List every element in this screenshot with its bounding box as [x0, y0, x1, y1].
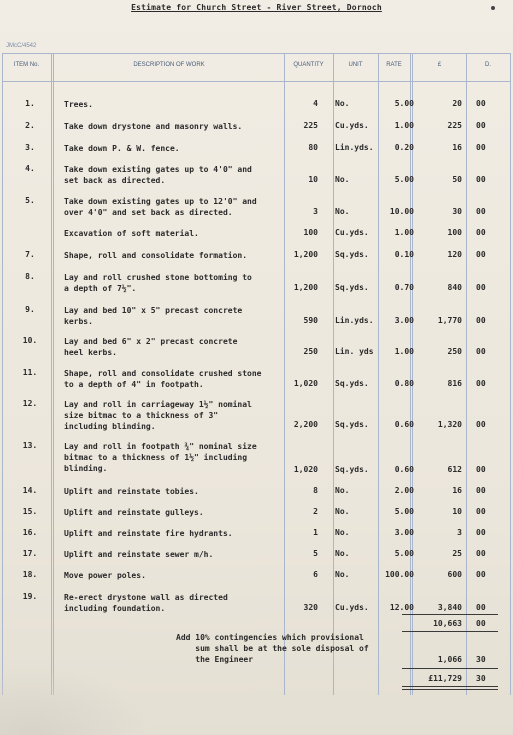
work-description: Excavation of soft material.: [64, 229, 199, 238]
item-number: 15.: [22, 507, 38, 516]
rate-value: 0.60: [394, 465, 414, 474]
rate-value: 0.70: [394, 283, 414, 292]
subtotal-underline: [402, 631, 498, 632]
total-underline-2: [402, 689, 498, 690]
contingency-pence: 30: [476, 655, 486, 664]
item-number: 1.: [25, 99, 35, 108]
pounds-value: 816: [447, 379, 462, 388]
work-description: Trees.: [64, 100, 93, 109]
quantity-value: 10: [308, 175, 318, 184]
quantity-value: 80: [308, 143, 318, 152]
work-description: Take down existing gates up to 12'0" and over 4'0" and set back as directed.: [64, 197, 257, 217]
item-number: 7.: [25, 250, 35, 259]
contingency-pounds: 1,066: [437, 655, 462, 664]
pence-value: 00: [476, 570, 486, 579]
item-number: 8.: [25, 272, 35, 281]
work-description: Uplift and reinstate tobies.: [64, 487, 199, 496]
column-divider-pounds: [466, 53, 467, 695]
header-pounds: £: [437, 62, 442, 68]
header-quantity: QUANTITY: [293, 62, 324, 68]
table-top-border: [2, 53, 511, 54]
total-pence: 30: [476, 674, 486, 683]
pence-value: 00: [476, 379, 486, 388]
quantity-value: 320: [303, 603, 318, 612]
rate-value: 0.10: [394, 250, 414, 259]
pence-value: 00: [476, 283, 486, 292]
header-rate: RATE: [386, 62, 402, 68]
pence-value: 00: [476, 228, 486, 237]
item-number: 2.: [25, 121, 35, 130]
column-divider-quantity: [333, 53, 334, 695]
quantity-value: 1,200: [293, 250, 318, 259]
pounds-value: 840: [447, 283, 462, 292]
pounds-value: 16: [452, 143, 462, 152]
quantity-value: 4: [313, 99, 318, 108]
work-description: Uplift and reinstate gulleys.: [64, 508, 204, 517]
subtotal-pounds: 10,663: [433, 619, 462, 628]
unit-value: No.: [335, 507, 350, 516]
pounds-value: 1,320: [437, 420, 462, 429]
rate-value: 5.00: [394, 99, 414, 108]
item-number: 18.: [22, 570, 38, 579]
unit-value: No.: [335, 99, 350, 108]
pounds-value: 16: [452, 486, 462, 495]
pounds-value: 225: [447, 121, 462, 130]
work-description: Lay and roll in footpath ¾" nominal size bitmac to a thickness of 1½" including blinding.: [64, 442, 257, 473]
work-description: Shape, roll and consolidate formation.: [64, 251, 248, 260]
item-number: 5.: [25, 196, 35, 205]
item-number: 10.: [22, 336, 38, 345]
contingency-note: Add 10% contingencies which provisional sum shall be at the sole disposal of the Engineer: [176, 633, 369, 664]
work-description: Take down P. & W. fence.: [64, 144, 180, 153]
quantity-value: 2,200: [293, 420, 318, 429]
pence-value: 00: [476, 316, 486, 325]
unit-value: No.: [335, 486, 350, 495]
header-pence: D.: [485, 62, 491, 68]
item-number: 19.: [22, 592, 38, 601]
pounds-value: 120: [447, 250, 462, 259]
rate-value: 0.80: [394, 379, 414, 388]
rate-value: 3.00: [394, 316, 414, 325]
column-divider-item: [51, 53, 54, 695]
quantity-value: 1,020: [293, 379, 318, 388]
quantity-value: 100: [303, 228, 318, 237]
item-number: 13.: [22, 441, 38, 450]
pence-value: 00: [476, 549, 486, 558]
item-number: 9.: [25, 305, 35, 314]
table-left-border: [2, 53, 3, 695]
item-number: 12.: [22, 399, 38, 408]
pounds-value: 10: [452, 507, 462, 516]
quantity-value: 3: [313, 207, 318, 216]
pence-value: 00: [476, 486, 486, 495]
work-description: Move power poles.: [64, 571, 146, 580]
work-description: Lay and bed 10" x 5" precast concrete kerbs.: [64, 306, 243, 326]
work-description: Re-erect drystone wall as directed including foundation.: [64, 593, 228, 613]
unit-value: Cu.yds.: [335, 603, 369, 612]
subtotal-rule: [402, 614, 498, 615]
unit-value: Sq.yds.: [335, 379, 369, 388]
rate-value: 1.00: [394, 121, 414, 130]
quantity-value: 8: [313, 486, 318, 495]
pounds-value: 100: [447, 228, 462, 237]
unit-value: Sq.yds.: [335, 420, 369, 429]
rate-value: 12.00: [389, 603, 414, 612]
unit-value: Cu.yds.: [335, 228, 369, 237]
work-description: Shape, roll and consolidate crushed stone to a depth of 4" in footpath.: [64, 369, 262, 389]
work-description: Take down existing gates up to 4'0" and set back as directed.: [64, 165, 252, 185]
quantity-value: 590: [303, 316, 318, 325]
rate-value: 1.00: [394, 347, 414, 356]
rate-value: 5.00: [394, 507, 414, 516]
pounds-value: 20: [452, 99, 462, 108]
header-item-no: ITEM No.: [13, 62, 40, 68]
pounds-value: 1,770: [437, 316, 462, 325]
unit-value: Cu.yds.: [335, 121, 369, 130]
total-pounds: £11,729: [428, 674, 462, 683]
work-description: Lay and roll in carriageway 1½" nominal size bitmac to a thickness of 3" including blinding.: [64, 400, 252, 431]
rate-value: 3.00: [394, 528, 414, 537]
item-number: 3.: [25, 143, 35, 152]
unit-value: Sq.yds.: [335, 283, 369, 292]
quantity-value: 225: [303, 121, 318, 130]
pence-value: 00: [476, 465, 486, 474]
header-bottom-border: [2, 81, 511, 82]
quantity-value: 1,020: [293, 465, 318, 474]
rate-value: 100.00: [385, 570, 414, 579]
item-number: 17.: [22, 549, 38, 558]
unit-value: No.: [335, 207, 350, 216]
paper-fold-shadow: [0, 665, 150, 735]
header-unit: UNIT: [348, 62, 363, 68]
work-description: Lay and roll crushed stone bottoming to a depth of 7½".: [64, 273, 252, 293]
pence-value: 00: [476, 143, 486, 152]
pounds-value: 250: [447, 347, 462, 356]
total-underline-1: [402, 686, 498, 687]
quantity-value: 5: [313, 549, 318, 558]
pounds-value: 3: [457, 528, 462, 537]
pounds-value: 50: [452, 175, 462, 184]
subtotal-pence: 00: [476, 619, 486, 628]
item-number: 14.: [22, 486, 38, 495]
document-title: Estimate for Church Street - River Street, Dornoch: [131, 3, 382, 12]
quantity-value: 250: [303, 347, 318, 356]
pence-value: 00: [476, 250, 486, 259]
pence-value: 00: [476, 99, 486, 108]
column-divider-description: [284, 53, 285, 695]
quantity-value: 2: [313, 507, 318, 516]
rate-value: 2.00: [394, 486, 414, 495]
pounds-value: 612: [447, 465, 462, 474]
work-description: Lay and bed 6" x 2" precast concrete heel kerbs.: [64, 337, 238, 357]
unit-value: Sq.yds.: [335, 250, 369, 259]
pounds-value: 25: [452, 549, 462, 558]
pence-value: 00: [476, 207, 486, 216]
unit-value: No.: [335, 549, 350, 558]
item-number: 11.: [22, 368, 38, 377]
rate-value: 0.60: [394, 420, 414, 429]
work-description: Take down drystone and masonry walls.: [64, 122, 243, 131]
item-number: 4.: [25, 164, 35, 173]
item-number: 16.: [22, 528, 38, 537]
reference-mark: JMcC/4542: [6, 43, 37, 49]
column-divider-unit: [378, 53, 379, 695]
unit-value: No.: [335, 528, 350, 537]
pence-value: 00: [476, 420, 486, 429]
quantity-value: 1,200: [293, 283, 318, 292]
rate-value: 5.00: [394, 549, 414, 558]
unit-value: Sq.yds.: [335, 465, 369, 474]
total-rule: [402, 668, 498, 669]
pence-value: 00: [476, 528, 486, 537]
pence-value: 00: [476, 603, 486, 612]
pence-value: 00: [476, 121, 486, 130]
work-description: Uplift and reinstate fire hydrants.: [64, 529, 233, 538]
unit-value: No.: [335, 570, 350, 579]
pence-value: 00: [476, 507, 486, 516]
unit-value: Lin.yds.: [335, 143, 374, 152]
unit-value: Lin. yds: [335, 347, 374, 356]
header-description: DESCRIPTION OF WORK: [133, 62, 205, 68]
pence-value: 00: [476, 175, 486, 184]
unit-value: No.: [335, 175, 350, 184]
pounds-value: 30: [452, 207, 462, 216]
work-description: Uplift and reinstate sewer m/h.: [64, 550, 214, 559]
table-right-border: [510, 53, 511, 695]
pounds-value: 3,840: [437, 603, 462, 612]
rate-value: 1.00: [394, 228, 414, 237]
rate-value: 5.00: [394, 175, 414, 184]
pounds-value: 600: [447, 570, 462, 579]
pence-value: 00: [476, 347, 486, 356]
unit-value: Lin.yds.: [335, 316, 374, 325]
rate-value: 10.00: [389, 207, 414, 216]
rate-value: 0.20: [394, 143, 414, 152]
quantity-value: 6: [313, 570, 318, 579]
quantity-value: 1: [313, 528, 318, 537]
